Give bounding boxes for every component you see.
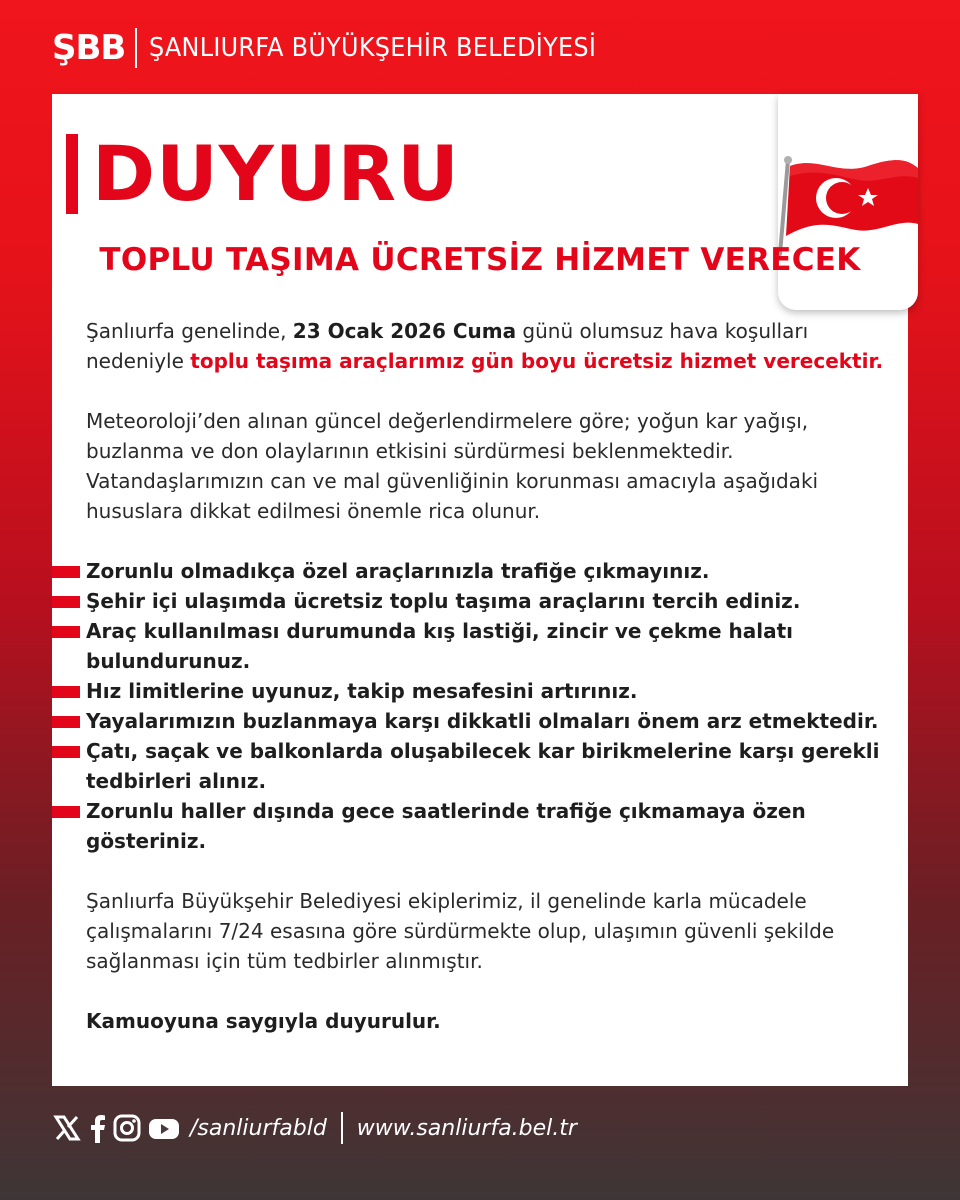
intro-text-1: Şanlıurfa genelinde, xyxy=(86,319,293,343)
list-item: Çatı, saçak ve balkonlarda oluşabilecek kar birikmelerine karşı gerekli tedbirleri alınız. xyxy=(86,736,886,796)
list-item: Şehir içi ulaşımda ücretsiz toplu taşıma araçlarını tercih ediniz. xyxy=(86,586,886,616)
youtube-icon[interactable] xyxy=(148,1113,180,1143)
website-link[interactable]: www.sanliurfa.bel.tr xyxy=(356,1115,577,1141)
paragraph-3: Şanlıurfa Büyükşehir Belediyesi ekiplerimiz, il genelinde karla mücadele çalışmalarını 7/24 esasına göre sürdürmekte olup, ulaşımın güvenli şekilde sağlanması için tüm tedbirler alınmıştır. xyxy=(86,889,835,973)
logo: ŞBB xyxy=(52,28,126,68)
x-icon[interactable] xyxy=(52,1113,82,1143)
instagram-icon[interactable] xyxy=(112,1113,142,1143)
org-name: ŞANLIURFA BÜYÜKŞEHİR BELEDİYESİ xyxy=(149,33,597,63)
header-divider xyxy=(135,28,137,68)
footer xyxy=(52,1108,577,1148)
closing-text xyxy=(86,1006,886,1036)
list-item: Yayalarımızın buzlanmaya karşı dikkatli olmaları önem arz etmektedir. xyxy=(86,706,886,736)
list-item: Zorunlu olmadıkça özel araçlarınızla trafiğe çıkmayınız. xyxy=(86,556,886,586)
announcement-body xyxy=(86,316,886,1066)
title-accent-bar xyxy=(66,134,78,214)
intro-highlight: toplu taşıma araçlarımız gün boyu ücretsiz hizmet verecektir. xyxy=(190,349,884,373)
list-item: Araç kullanılması durumunda kış lastiği, zincir ve çekme halatı bulundurunuz. xyxy=(86,616,886,676)
paragraph-2: Meteoroloji’den alınan güncel değerlendirmelere göre; yoğun kar yağışı, buzlanma ve don olaylarının etkisini sürdürmesi beklenmektedir. Vatandaşlarımızın can ve mal güvenliğinin korunması amacıyla aşağıdaki hususlara dikkat edilmesi önemle rica olunur. xyxy=(86,409,819,523)
intro-paragraph xyxy=(86,316,886,376)
closing-bold: Kamuoyuna saygıyla duyurulur. xyxy=(86,1009,441,1033)
footer-divider xyxy=(341,1112,343,1144)
bullet-list xyxy=(86,556,886,856)
intro-date: 23 Ocak 2026 Cuma xyxy=(292,319,517,343)
list-item: Hız limitlerine uyunuz, takip mesafesini artırınız. xyxy=(86,676,886,706)
announcement-subtitle: TOPLU TAŞIMA ÜCRETSİZ HİZMET VERECEK xyxy=(99,242,861,278)
intro-text-2: günü olumsuz hava koşulları nedeniyle xyxy=(86,319,809,373)
facebook-icon[interactable] xyxy=(88,1113,106,1143)
social-handle[interactable]: /sanliurfabld xyxy=(190,1115,327,1141)
header xyxy=(52,24,635,72)
list-item: Zorunlu haller dışında gece saatlerinde trafiğe çıkmamaya özen gösteriniz. xyxy=(86,796,886,856)
page-title: DUYURU xyxy=(92,129,460,218)
